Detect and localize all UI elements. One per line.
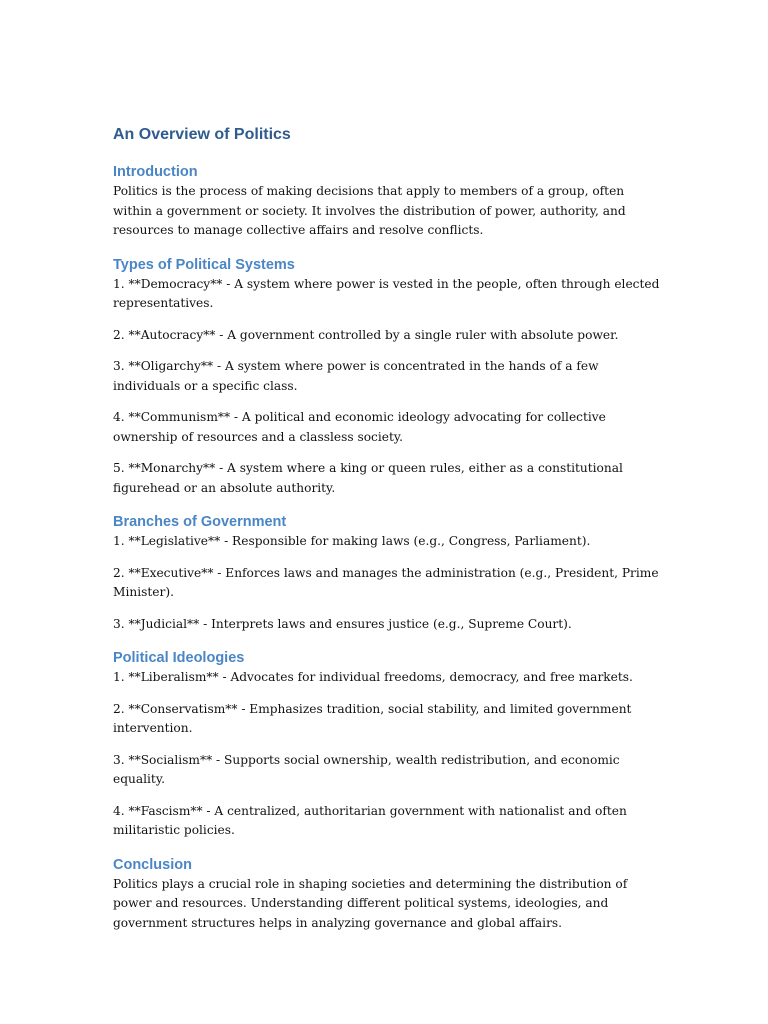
list-item: 1. **Democracy** - A system where power is vested in the people, often through elected representatives. [113, 276, 660, 310]
list-item: 2. **Executive** - Enforces laws and manages the administration (e.g., President, Prime Minister). [113, 565, 659, 599]
section-heading: Conclusion [113, 856, 192, 873]
list-item: 4. **Communism** - A political and economic ideology advocating for collective ownership of resources and a classless society. [113, 410, 606, 444]
section-heading: Political Ideologies [113, 650, 245, 666]
list-item: 1. **Legislative** - Responsible for making laws (e.g., Congress, Parliament). [113, 534, 591, 548]
section-branches-of-government [113, 512, 661, 634]
document-title: An Overview of Politics [113, 126, 291, 143]
document-page [113, 124, 661, 933]
section-political-ideologies [113, 648, 661, 841]
list-item: 4. **Fascism** - A centralized, authoritarian government with nationalist and often militaristic policies. [113, 803, 627, 837]
list-item: 2. **Autocracy** - A government controlled by a single ruler with absolute power. [113, 327, 619, 342]
section-conclusion [113, 855, 661, 934]
section-heading: Branches of Government [113, 514, 287, 530]
section-heading: Introduction [113, 164, 198, 180]
section-paragraph: Politics is the process of making decisions that apply to members of a group, often within a government or society. It involves the distribution of power, authority, and resources to manage collective affairs and resolve conflicts. [113, 184, 626, 237]
list-item: 3. **Oligarchy** - A system where power is concentrated in the hands of a few individuals or a specific class. [113, 359, 599, 393]
list-item: 3. **Judicial** - Interprets laws and ensures justice (e.g., Supreme Court). [113, 616, 572, 631]
section-political-systems [113, 255, 661, 499]
section-heading: Types of Political Systems [113, 256, 295, 273]
list-item: 2. **Conservatism** - Emphasizes tradition, social stability, and limited government intervention. [113, 701, 632, 735]
list-item: 3. **Socialism** - Supports social ownership, wealth redistribution, and economic equality. [113, 752, 620, 786]
list-item: 5. **Monarchy** - A system where a king or queen rules, either as a constitutional figurehead or an absolute authority. [113, 461, 623, 495]
list-item: 1. **Liberalism** - Advocates for individual freedoms, democracy, and free markets. [113, 670, 633, 684]
section-paragraph: Politics plays a crucial role in shaping societies and determining the distribution of power and resources. Understanding different political systems, ideologies, and government structures helps in analyzing governance and global affairs. [113, 876, 628, 930]
section-introduction [113, 162, 661, 241]
